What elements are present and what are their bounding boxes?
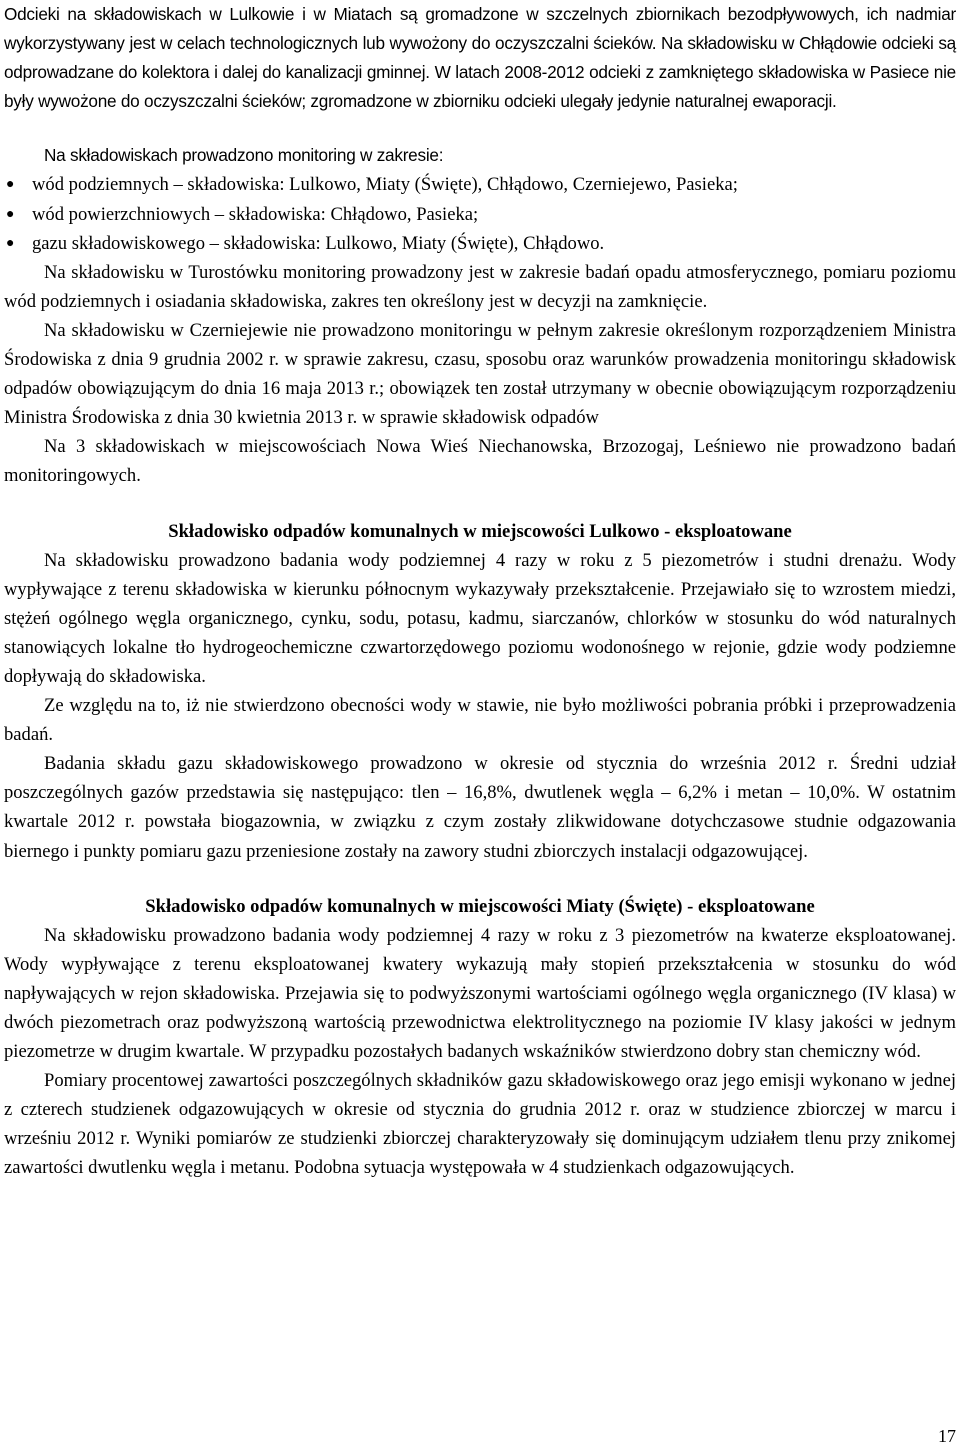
list-item-text: gazu składowiskowego – składowiska: Lulkowo, Miaty (Święte), Chłądowo. [32, 232, 605, 254]
section-heading-miaty: Składowisko odpadów komunalnych w miejscowości Miaty (Święte) - eksploatowane [145, 895, 815, 917]
document-page [4, 0, 956, 1183]
paragraph-miaty-groundwater: Na składowisku prowadzono badania wody podziemnej 4 razy w roku z 3 piezometrów na kwaterze eksploatowanej. Wody wypływające z terenu eksploatowanej kwatery wykazują mały stopień przekształcenia w stosunku do wód napływających w rejon składowiska. Przejawia się to podwyższonymi wartościami ogólnego węgla organicznego (IV klasa) w dwóch piezometrach oraz podwyższoną wartością przewodnictwa elektrolitycznego na poziomie IV klasy jakości w jednym piezometrze w drugim kwartale. W przypadku pozostałych badanych wskaźników stwierdzono dobry stan chemiczny wód. [4, 924, 956, 1063]
list-item-text: wód powierzchniowych – składowiska: Chłądowo, Pasieka; [32, 203, 479, 225]
spacer [4, 116, 956, 141]
section-heading-lulkowo: Składowisko odpadów komunalnych w miejscowości Lulkowo - eksploatowane [168, 520, 792, 542]
list-item-text: wód podziemnych – składowiska: Lulkowo, Miaty (Święte), Chłądowo, Czerniejewo, Pasieka; [32, 174, 738, 196]
paragraph-monitoring-intro: Na składowiskach prowadzono monitoring w zakresie: [44, 145, 444, 166]
bullet-icon: ● [6, 206, 15, 222]
spacer [4, 866, 956, 892]
page-number: 17 [938, 1426, 956, 1446]
paragraph-turostowko: Na składowisku w Turostówku monitoring prowadzony jest w zakresie badań opadu atmosferycznego, pomiaru poziomu wód podziemnych i osiadania składowiska, zakres ten określony jest w decyzji na zamknięcie. [4, 261, 956, 312]
bullet-icon: ● [6, 235, 15, 251]
list-item [4, 170, 956, 199]
list-item [4, 200, 956, 229]
monitoring-list [4, 170, 956, 257]
paragraph-miaty-gas: Pomiary procentowej zawartości poszczególnych składników gazu składowiskowego oraz jego emisji wykonano w jednej z czterech studzienek odgazowujących w okresie od stycznia do grudnia 2012 r. oraz w studzience zbiorczej w marcu i wrześniu 2012 r. Wyniki pomiarów ze studzienki zbiorczej charakteryzowały się dominującym udziałem tlenu przy znikomej zawartości dwutlenku węgla i metanu. Podobna sytuacja występowała w 4 studzienkach odgazowujących. [4, 1070, 956, 1179]
paragraph-lulkowo-groundwater: Na składowisku prowadzono badania wody podziemnej 4 razy w roku z 5 piezometrów i studni drenażu. Wody wypływające z terenu składowiska w kierunku północnym wykazywały przekształcenie. Przejawiało się to wzrostem miedzi, stężeń ogólnego węgla organicznego, cynku, sodu, potasu, kadmu, siarczanów, chlorków w stosunku do wód naturalnych stanowiących lokalne tło hydrogeochemiczne czwartorzędowego poziomu wodonośnego w rejonie, gdzie wody podziemne dopływają do składowiska. [4, 549, 956, 687]
paragraph-no-monitoring: Na 3 składowiskach w miejscowościach Nowa Wieś Niechanowska, Brzozogaj, Leśniewo nie prowadzono badań monitoringowych. [4, 436, 956, 487]
list-item [4, 229, 956, 258]
paragraph-lulkowo-pond: Ze względu na to, iż nie stwierdzono obecności wody w stawie, nie było możliwości pobrania próbki i przeprowadzenia badań. [4, 695, 956, 746]
paragraph-lulkowo-gas: Badania składu gazu składowiskowego prowadzono w okresie od stycznia do września 2012 r. Średni udział poszczególnych gazów przedstawia się następująco: tlen – 16,8%, dwutlenek węgla – 6,2% i metan – 10,0%. W ostatnim kwartale 2012 r. powstała biogazownia, w związku z czym zostały zlikwidowane dotychczasowe studnie odgazowania biernego i punkty pomiaru gazu przeniesione zostały na zawory studni zbiorczych instalacji odgazowującej. [4, 753, 956, 862]
paragraph-leachate: Odcieki na składowiskach w Lulkowie i w Miatach są gromadzone w szczelnych zbiornikach bezodpływowych, ich nadmiar wykorzystywany jest w celach technologicznych lub wywożony do oczyszczalni ścieków. Na składowisku w Chłądowie odcieki są odprowadzane do kolektora i dalej do kanalizacji gminnej. W latach 2008-2012 odcieki z zamkniętego składowiska w Pasiece nie były wywożone do oczyszczalni ścieków; zgromadzone w zbiorniku odcieki ulegały jedynie naturalnej ewaporacji. [4, 4, 956, 112]
paragraph-czerniejewo: Na składowisku w Czerniejewie nie prowadzono monitoringu w pełnym zakresie określonym rozporządzeniem Ministra Środowiska z dnia 9 grudnia 2002 r. w sprawie zakresu, czasu, sposobu oraz warunków prowadzenia monitoringu składowisk odpadów obowiązującym do dnia 16 maja 2013 r.; obowiązek ten został utrzymany w obecnie obowiązującym rozporządzeniu Ministra Środowiska z dnia 30 kwietnia 2013 r. w sprawie składowisk odpadów [4, 319, 956, 429]
bullet-icon: ● [6, 177, 15, 193]
spacer [4, 491, 956, 517]
